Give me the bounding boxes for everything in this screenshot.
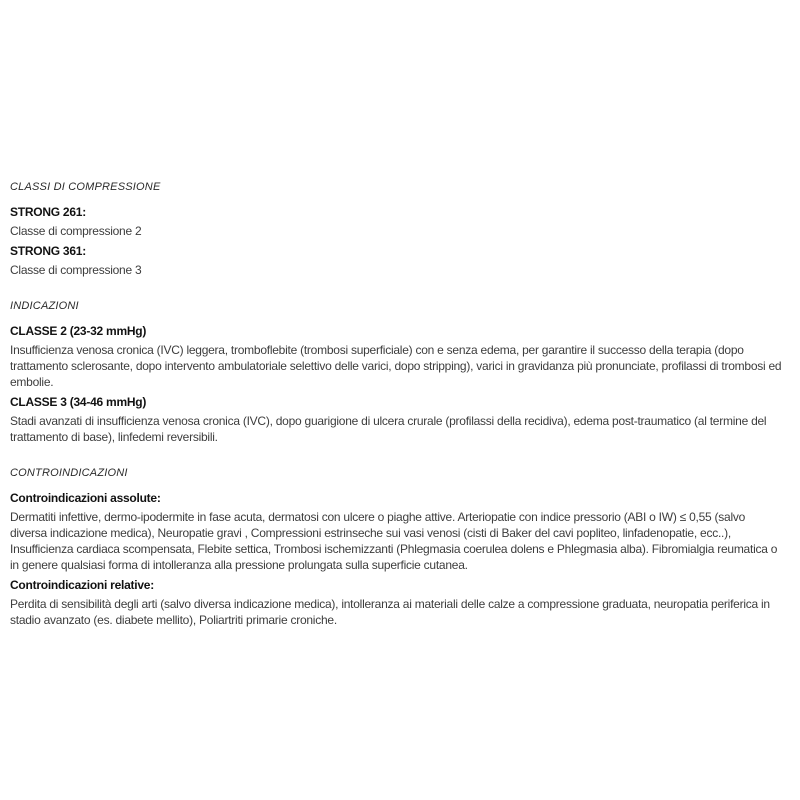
paragraph-classe-compressione-2: Classe di compressione 2 bbox=[10, 224, 142, 238]
section-header-classi-di-compressione: CLASSI DI COMPRESSIONE bbox=[10, 181, 161, 193]
section-header-indicazioni: INDICAZIONI bbox=[10, 300, 79, 312]
paragraph-indicazioni-classe-2: Insufficienza venosa cronica (IVC) leggera, tromboflebite (trombosi superficiale) con e senza edema, per garantire il successo della terapia (dopo trattamento sclerosante, dopo intervento ambulatoriale selettivo delle varici, dopo stripping), varici in gravidanza più pronunciate, profilassi di trombosi ed embolie. bbox=[10, 343, 782, 389]
subheading-controindicazioni-assolute: Controindicazioni assolute: bbox=[10, 491, 161, 505]
paragraph-controindicazioni-assolute: Dermatiti infettive, dermo-ipodermite in fase acuta, dermatosi con ulcere o piaghe attive. Arteriopatie con indice pressorio (ABI o IW) ≤ 0,55 (salvo diversa indicazione medica), Neuropatie gravi , Compressioni estrinseche sui vasi venosi (cisti di Baker del cavi popliteo, linfadenopatie, ecc..), Insufficienza cardiaca scompensata, Flebite settica, Trombosi ischemizzanti (Phlegmasia coerulea dolens e Phlegmasia alba). Fibromialgia reumatica o in genere qualsiasi forma di intolleranza alla pressione prolungata sulla superficie cutanea. bbox=[10, 510, 778, 572]
subheading-classe-2: CLASSE 2 (23-32 mmHg) bbox=[10, 324, 147, 338]
section-indicazioni bbox=[10, 300, 782, 445]
subheading-classe-3: CLASSE 3 (34-46 mmHg) bbox=[10, 395, 147, 409]
section-controindicazioni bbox=[10, 467, 782, 628]
section-classi-di-compressione bbox=[10, 181, 782, 278]
paragraph-controindicazioni-relative: Perdita di sensibilità degli arti (salvo diversa indicazione medica), intolleranza ai materiali delle calze a compressione graduata, neuropatia periferica in stadio avanzato (es. diabete mellito), Poliartriti primarie croniche. bbox=[10, 597, 770, 627]
subheading-strong-361: STRONG 361: bbox=[10, 244, 86, 258]
paragraph-indicazioni-classe-3: Stadi avanzati di insufficienza venosa cronica (IVC), dopo guarigione di ulcera crurale (profilassi della recidiva), edema post-traumatico (al termine del trattamento di base), linfedemi reversibili. bbox=[10, 414, 767, 444]
subheading-strong-261: STRONG 261: bbox=[10, 205, 86, 219]
paragraph-classe-compressione-3: Classe di compressione 3 bbox=[10, 263, 142, 277]
subheading-controindicazioni-relative: Controindicazioni relative: bbox=[10, 578, 154, 592]
section-header-controindicazioni: CONTROINDICAZIONI bbox=[10, 467, 128, 479]
